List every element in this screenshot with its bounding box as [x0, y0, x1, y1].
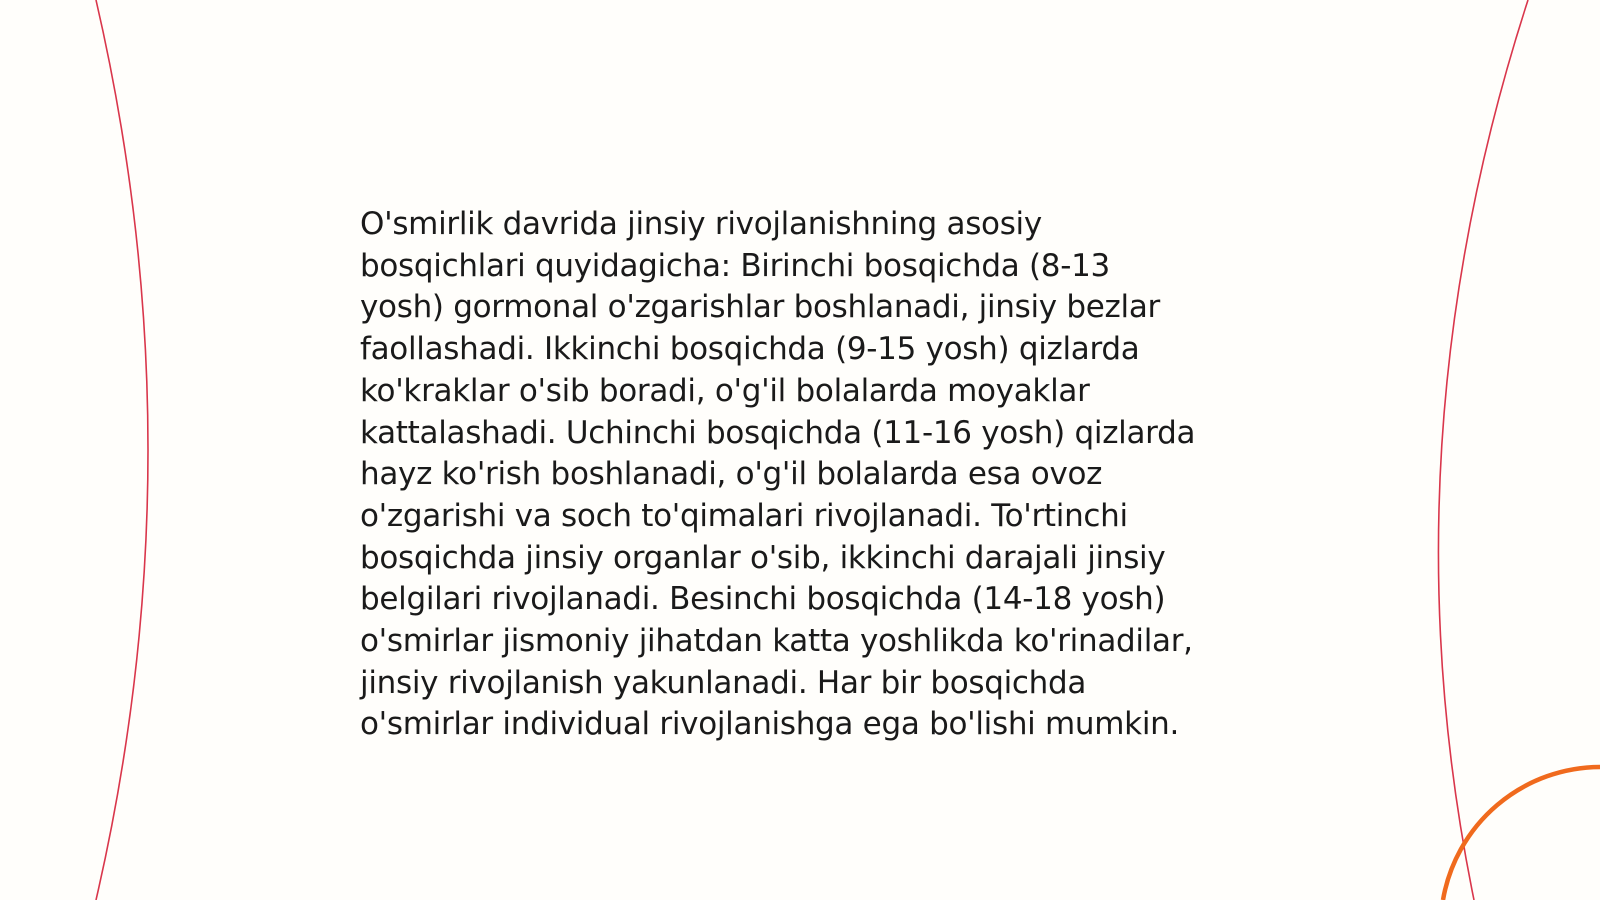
right-curve-line: [1438, 0, 1528, 900]
left-curve-line: [96, 0, 148, 900]
orange-arc: [1443, 767, 1600, 900]
body-text: O'smirlik davrida jinsiy rivojlanishning asosiy bosqichlari quyidagicha: Birinchi bosqichda (8-13 yosh) gormonal o'zgarishlar boshlanadi, jinsiy bezlar faollashadi. Ikkinchi bosqichda (9-15 yosh) qizlarda ko'kraklar o'sib boradi, o'g'il bolalarda moyaklar kattalashadi. Uchinchi bosqichda (11-16 yosh) qizlarda hayz ko'rish boshlanadi, o'g'il bolalarda esa ovoz o'zgarishi va soch to'qimalari rivojlanadi. To'rtinchi bosqichda jinsiy organlar o'sib, ikkinchi darajali jinsiy belgilari rivojlanadi. Besinchi bosqichda (14-18 yosh) o'smirlar jismoniy jihatdan katta yoshlikda ko'rinadilar, jinsiy rivojlanish yakunlanadi. Har bir bosqichda o'smirlar individual rivojlanishga ega bo'lishi mumkin.: [360, 206, 1196, 743]
